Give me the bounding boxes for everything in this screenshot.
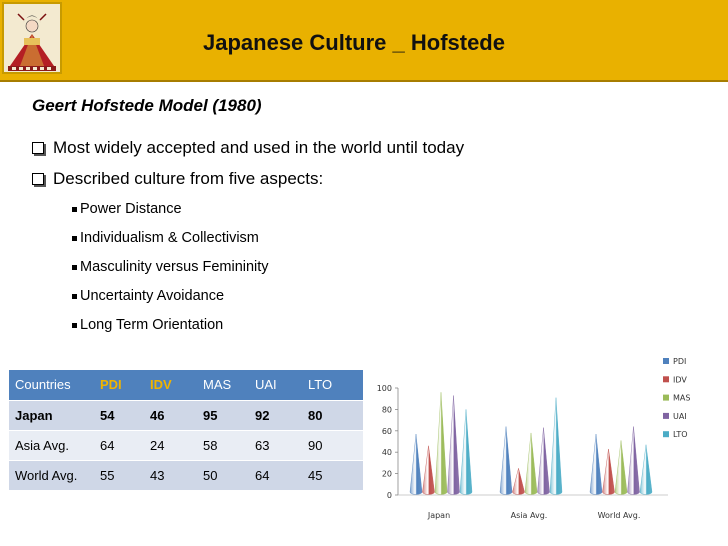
- cone-bar-uai-0: [448, 395, 460, 494]
- aspect-text: Masculinity versus Femininity: [80, 259, 269, 275]
- cone-bar-idv-2: [603, 449, 615, 495]
- bullet-item: [32, 169, 323, 189]
- table-cell: 90: [302, 430, 363, 460]
- table-cell: 63: [249, 430, 302, 460]
- aspect-item: [72, 317, 223, 333]
- cone-bar-lto-0: [460, 409, 472, 494]
- bullet-text: Most widely accepted and used in the world until today: [53, 138, 465, 157]
- aspect-text: Individualism & Collectivism: [80, 230, 259, 246]
- y-tick-label: 80: [381, 405, 392, 415]
- table-cell: Japan: [9, 400, 94, 430]
- x-category-label: World Avg.: [597, 511, 641, 520]
- table-row: [9, 460, 363, 490]
- legend-swatch: [663, 413, 669, 419]
- table-cell: 64: [94, 430, 144, 460]
- square-bullet-icon: [72, 323, 77, 328]
- table-cell: World Avg.: [9, 460, 94, 490]
- legend-swatch: [663, 395, 669, 401]
- logo: [2, 2, 62, 74]
- cone-bar-uai-2: [628, 427, 640, 495]
- page-title: Japanese Culture _ Hofstede: [203, 30, 505, 55]
- legend-label: IDV: [673, 375, 687, 385]
- table-cell: 50: [197, 460, 249, 490]
- cone-bar-mas-0: [435, 392, 447, 494]
- y-tick-label: 40: [381, 448, 392, 458]
- cone-bar-pdi-1: [500, 427, 512, 495]
- square-bullet-icon: [72, 207, 77, 212]
- legend-label: LTO: [673, 430, 688, 440]
- legend-label: UAI: [673, 411, 687, 421]
- table-header-cell: LTO: [302, 370, 363, 400]
- y-tick-label: 60: [381, 426, 392, 436]
- cone-bar-uai-1: [538, 428, 550, 495]
- table-row: [9, 430, 363, 460]
- table-cell: 45: [302, 460, 363, 490]
- table-cell: 95: [197, 400, 249, 430]
- aspect-item: [72, 230, 259, 246]
- cone-bar-pdi-2: [590, 434, 602, 494]
- table-cell: 24: [144, 430, 197, 460]
- table-cell: 54: [94, 400, 144, 430]
- table-cell: 64: [249, 460, 302, 490]
- table-cell: 58: [197, 430, 249, 460]
- cone-bar-lto-1: [550, 398, 562, 495]
- bullet-text: Described culture from five aspects:: [53, 169, 324, 188]
- square-bullet-icon: [72, 236, 77, 241]
- table-row: [9, 400, 363, 430]
- hofstede-table: [9, 370, 363, 491]
- table-cell: 43: [144, 460, 197, 490]
- legend-swatch: [663, 376, 669, 382]
- square-bullet-icon: [72, 265, 77, 270]
- hofstede-cone-chart: [370, 352, 724, 522]
- aspect-text: Uncertainty Avoidance: [80, 288, 225, 304]
- cone-bar-mas-1: [525, 433, 537, 495]
- checkbox-bullet-icon: [32, 173, 44, 185]
- table-header-cell: Countries: [9, 370, 94, 400]
- aspect-item: [72, 288, 224, 304]
- aspect-item: [72, 259, 269, 275]
- x-category-label: Japan: [427, 511, 451, 520]
- cone-bar-mas-2: [615, 440, 627, 494]
- table-header-row: [9, 370, 363, 400]
- checkbox-bullet-icon: [32, 142, 44, 154]
- x-category-label: Asia Avg.: [510, 511, 548, 520]
- cone-bar-idv-0: [423, 446, 435, 495]
- cone-bar-idv-1: [513, 468, 525, 494]
- square-bullet-icon: [72, 294, 77, 299]
- legend-label: MAS: [673, 393, 691, 403]
- table-header-cell: IDV: [144, 370, 197, 400]
- aspect-item: [72, 201, 182, 217]
- y-tick-label: 100: [376, 384, 392, 393]
- y-tick-label: 0: [386, 491, 392, 500]
- cone-bar-pdi-0: [410, 434, 422, 494]
- y-tick-label: 20: [381, 469, 392, 479]
- geisha-logo-icon: [4, 4, 60, 72]
- aspect-text: Long Term Orientation: [80, 317, 224, 333]
- legend-swatch: [663, 358, 669, 364]
- table-cell: 92: [249, 400, 302, 430]
- table-header-cell: UAI: [249, 370, 302, 400]
- table-cell: Asia Avg.: [9, 430, 94, 460]
- aspect-text: Power Distance: [80, 201, 182, 217]
- table-header-cell: PDI: [94, 370, 144, 400]
- legend-label: PDI: [673, 357, 687, 366]
- legend-swatch: [663, 431, 669, 437]
- subtitle: Geert Hofstede Model (1980): [32, 96, 262, 115]
- header-divider: [0, 80, 728, 82]
- bullet-item: [32, 138, 464, 158]
- table-cell: 80: [302, 400, 363, 430]
- table-header-cell: MAS: [197, 370, 249, 400]
- cone-bar-lto-2: [640, 445, 652, 495]
- table-cell: 55: [94, 460, 144, 490]
- table-cell: 46: [144, 400, 197, 430]
